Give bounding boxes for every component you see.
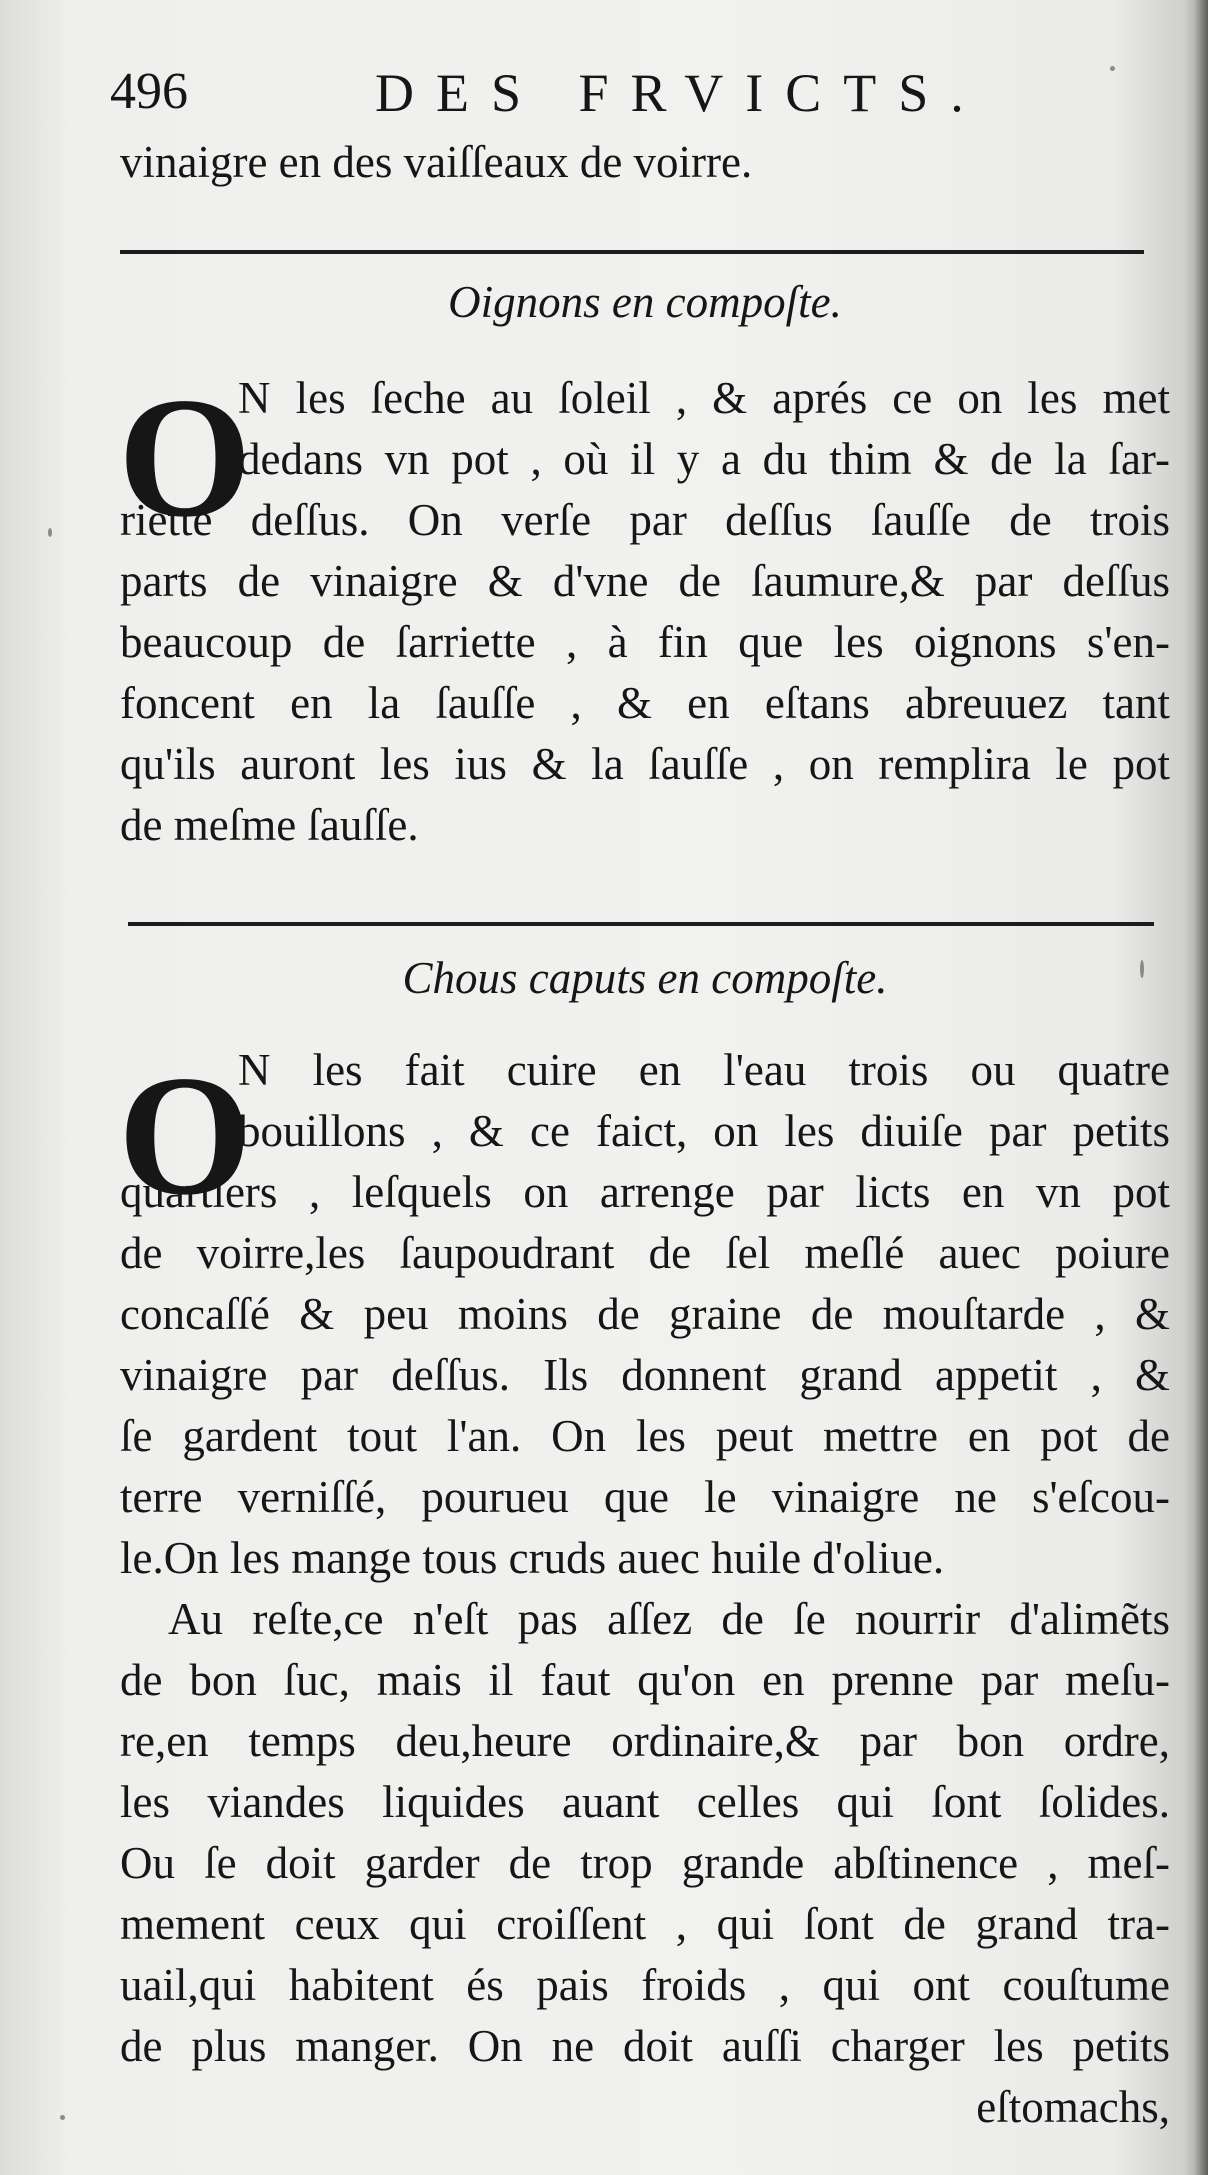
text-line: foncent en la ſauſſe , & en eſtans abreuuez tant — [120, 678, 1170, 728]
text-line: le.On les mange tous cruds auec huile d'oliue. — [120, 1533, 945, 1583]
text-line: bouillons , & ce faict, on les diuiſe par petits — [238, 1106, 1170, 1156]
text-line: N les ſeche au ſoleil , & aprés ce on les met — [238, 373, 1170, 423]
carryover-text — [120, 132, 1170, 193]
text-line: beaucoup de ſarriette , à fin que les oignons s'en- — [120, 617, 1170, 667]
running-header — [0, 62, 1208, 132]
section-divider-rule — [128, 922, 1154, 926]
text-line: Au reſte,ce n'eſt pas aſſez de ſe nourrir d'alimẽts — [168, 1594, 1170, 1644]
running-title: DES FRVICTS. — [375, 63, 986, 123]
section-divider-rule — [120, 250, 1144, 254]
text-line: re,en temps deu,heure ordinaire,& par bon ordre, — [120, 1716, 1170, 1766]
text-line: concaſſé & peu moins de graine de mouſtarde , & — [120, 1289, 1170, 1339]
text-line: les viandes liquides auant celles qui ſont ſolides. — [120, 1777, 1170, 1827]
drop-capital: O — [118, 363, 252, 553]
text-line: de meſme ſauſſe. — [120, 800, 419, 850]
text-line: N les fait cuire en l'eau trois ou quatre — [238, 1045, 1170, 1095]
text-line: de bon ſuc, mais il faut qu'on en prenne par meſu- — [120, 1655, 1170, 1705]
page-gutter-shadow — [1194, 0, 1208, 2175]
section-body-chous — [120, 1040, 1170, 2138]
text-line: parts de vinaigre & d'vne de ſaumure,& par deſſus — [120, 556, 1170, 606]
text-line: quartiers , leſquels on arrenge par licts en vn pot — [120, 1167, 1170, 1217]
text-line: dedans vn pot , où il y a du thim & de la ſar- — [238, 434, 1170, 484]
text-line: de plus manger. On ne doit auſſi charger les petits — [120, 2021, 1170, 2071]
text-line: riette deſſus. On verſe par deſſus ſauſſe de trois — [120, 495, 1170, 545]
text-line: mement ceux qui croiſſent , qui ſont de grand tra- — [120, 1899, 1170, 1949]
drop-capital: O — [118, 1041, 252, 1231]
text-line: Ou ſe doit garder de trop grande abſtinence , meſ- — [120, 1838, 1170, 1888]
text-line: de voirre,les ſaupoudrant de ſel meſlé auec poiure — [120, 1228, 1170, 1278]
text-line: vinaigre par deſſus. Ils donnent grand appetit , & — [120, 1350, 1170, 1400]
text-line: terre verniſſé, pourueu que le vinaigre ne s'eſcou- — [120, 1472, 1170, 1522]
section-body-oignons — [118, 363, 1170, 856]
ink-speck — [48, 528, 52, 537]
ink-speck — [1110, 66, 1115, 71]
carryover-line: vinaigre en des vaiſſeaux de voirre. — [120, 137, 753, 187]
section-title-chous: Chous caputs en compoſte. — [402, 953, 888, 1003]
ink-speck — [1140, 960, 1144, 978]
catchword: eſtomachs, — [976, 2082, 1170, 2132]
text-line: qu'ils auront les ius & la ſauſſe , on remplira le pot — [120, 739, 1170, 789]
text-line: uail,qui habitent és pais froids , qui ont couſtume — [120, 1960, 1170, 2010]
section-title-oignons: Oignons en compoſte. — [448, 277, 842, 327]
text-line: ſe gardent tout l'an. On les peut mettre en pot de — [120, 1411, 1170, 1461]
page-number: 496 — [110, 63, 188, 120]
ink-speck — [60, 2115, 65, 2120]
